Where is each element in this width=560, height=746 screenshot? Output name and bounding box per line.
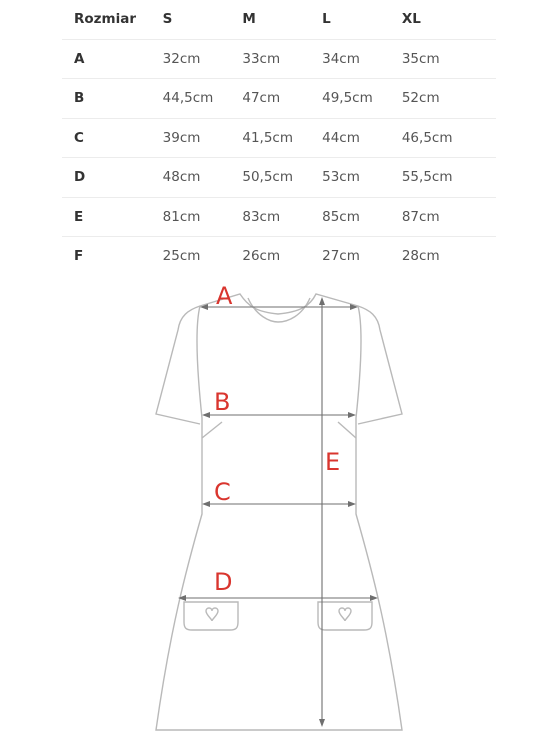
dress-body-outline: [156, 294, 402, 730]
right-pocket-heart: [339, 608, 351, 621]
cell-value: 50,5cm: [242, 169, 294, 186]
cell-value: 53cm: [322, 169, 360, 186]
cell-value: 81cm: [162, 208, 201, 225]
dress-measurement-diagram: [0, 270, 560, 746]
label-e: E: [325, 448, 341, 476]
left-pocket: [184, 602, 238, 630]
size-table: [62, 0, 496, 276]
table-row: [62, 197, 496, 237]
label-a: A: [216, 282, 233, 310]
cell-value: 46,5cm: [401, 129, 453, 146]
dress-outline: [156, 294, 402, 730]
header-size-xl: XL: [401, 11, 421, 28]
right-pocket: [318, 602, 372, 630]
measurement-e: [319, 297, 325, 727]
label-c: C: [214, 478, 231, 506]
left-pocket-heart: [206, 608, 218, 621]
table-row: [62, 118, 496, 158]
left-bust-dart: [202, 422, 222, 438]
cell-value: 28cm: [401, 248, 440, 265]
row-label: C: [74, 129, 84, 146]
cell-value: 35cm: [401, 50, 440, 67]
label-d: D: [214, 568, 233, 596]
cell-value: 25cm: [162, 248, 201, 265]
table-row: [62, 39, 496, 79]
row-label: B: [74, 90, 85, 107]
cell-value: 52cm: [401, 90, 440, 107]
table-row: [62, 158, 496, 198]
cell-value: 47cm: [242, 90, 281, 107]
row-label: F: [74, 248, 84, 265]
cell-value: 49,5cm: [322, 90, 373, 107]
cell-value: 55,5cm: [401, 169, 453, 186]
cell-value: 27cm: [322, 248, 360, 265]
cell-value: 39cm: [162, 129, 201, 146]
left-sleeve: [156, 306, 200, 424]
cell-value: 33cm: [242, 50, 281, 67]
row-label: A: [74, 50, 85, 67]
row-label: D: [74, 169, 86, 186]
cell-value: 41,5cm: [242, 129, 294, 146]
cell-value: 48cm: [162, 169, 201, 186]
cell-value: 34cm: [322, 50, 360, 67]
label-b: B: [214, 388, 231, 416]
table-header-row: [62, 0, 496, 39]
cell-value: 85cm: [322, 208, 360, 225]
header-rozmiar: Rozmiar: [74, 11, 136, 28]
right-sleeve: [358, 306, 402, 424]
cell-value: 44cm: [322, 129, 360, 146]
cell-value: 32cm: [162, 50, 201, 67]
cell-value: 87cm: [401, 208, 440, 225]
measurement-d: [178, 595, 378, 601]
header-size-l: L: [322, 11, 331, 28]
header-size-m: M: [242, 11, 256, 28]
row-label: E: [74, 208, 84, 225]
cell-value: 44,5cm: [162, 90, 214, 107]
cell-value: 83cm: [242, 208, 281, 225]
header-size-s: S: [162, 11, 173, 28]
cell-value: 26cm: [242, 248, 281, 265]
table-row: [62, 79, 496, 119]
right-bust-dart: [338, 422, 356, 438]
